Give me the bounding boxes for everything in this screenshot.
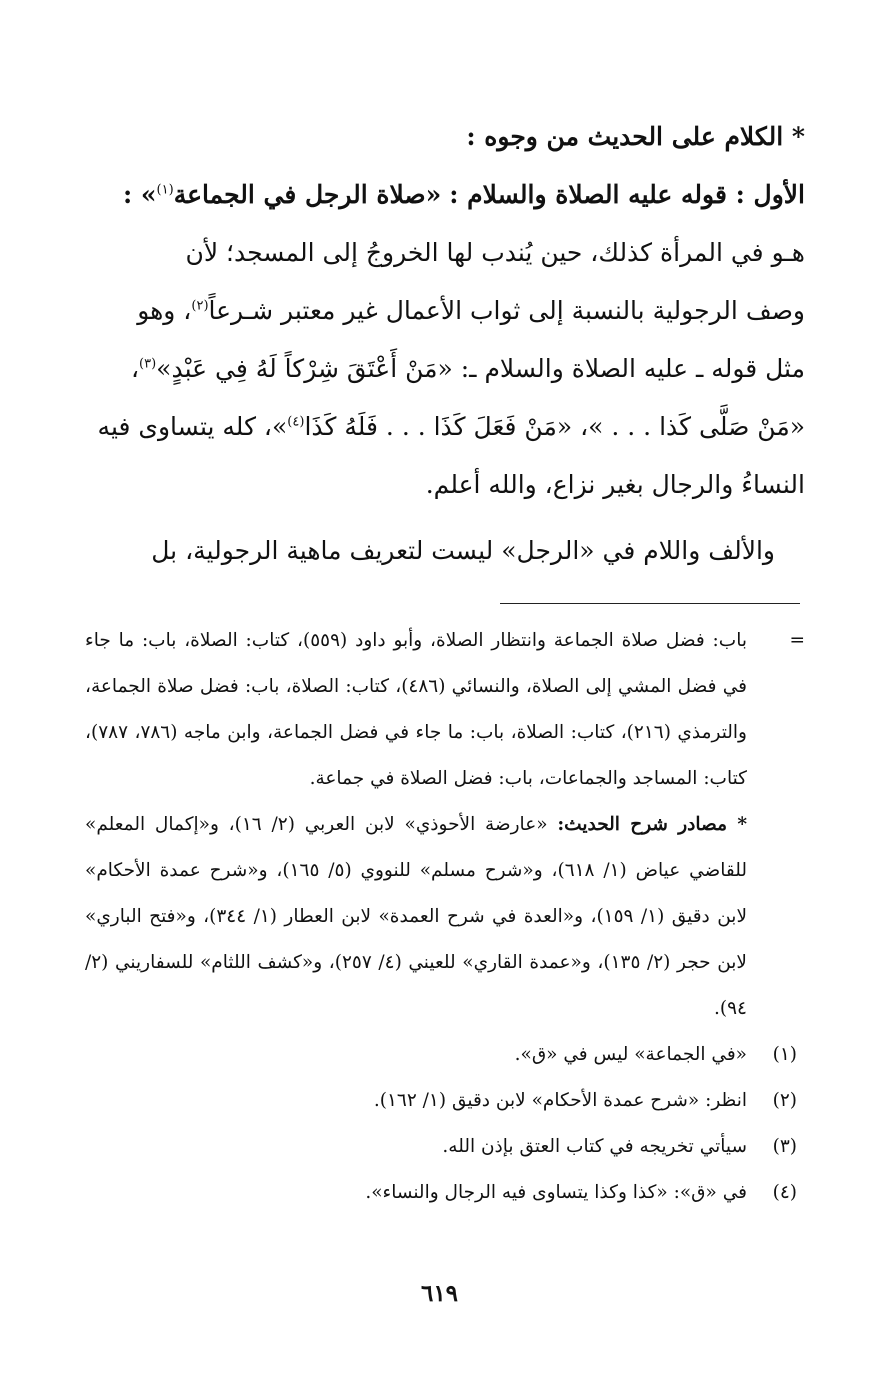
text-line-3-end: ، وهو (137, 296, 192, 325)
paragraph-first-aspect (85, 166, 805, 224)
footnote-text: «في الجماعة» ليس في «ق». (514, 1044, 747, 1065)
footnote-3 (85, 1124, 805, 1170)
footnote-number: (٤) (772, 1182, 797, 1203)
footnote-2 (85, 1078, 805, 1124)
text-line-4 (85, 340, 805, 398)
footnote-number: (٢) (772, 1090, 797, 1111)
footnote-divider (500, 603, 800, 604)
footnote-4 (85, 1170, 805, 1216)
footnote-1 (85, 1032, 805, 1078)
sources-label: * مصادر شرح الحديث: (557, 814, 748, 835)
text-line-5-end: »، كله يتساوى فيه (97, 412, 288, 441)
paragraph-second: والألف واللام في «الرجل» ليست لتعريف ماهية الرجولية، بل (151, 536, 775, 565)
footnote-ref-4[interactable]: (٤) (287, 414, 305, 430)
text-line-3-main: وصف الرجولية بالنسبة إلى ثواب الأعمال غير معتبر شـرعاً (208, 296, 805, 325)
footnote-text: في «ق»: «كذا وكذا يتساوى فيه الرجال والنساء». (365, 1182, 747, 1203)
footnote-ref-3[interactable]: (٣) (139, 356, 157, 372)
text-line-2: هـو في المرأة كذلك، حين يُندب لها الخروجُ إلى المسجد؛ لأن (185, 238, 805, 267)
continuation-text: باب: فضل صلاة الجماعة وانتظار الصلاة، وأبو داود (٥٥٩)، كتاب: الصلاة، باب: ما جاء في فضل المشي إلى الصلاة، والنسائي (٤٨٦)، كتاب: الصلاة، باب: فضل صلاة الجماعة، والترمذي (٢١٦)، كتاب: الصلاة، باب: ما جاء في فضل الجماعة، وابن ماجه (٧٨٦، ٧٨٧)، كتاب: المساجد والجماعات، باب: فضل الصلاة في جماعة. (85, 630, 748, 789)
sources-note (85, 802, 805, 1032)
main-text (85, 108, 805, 580)
text-line-4-main: مثل قوله ـ عليه الصلاة والسلام ـ: «مَنْ أَعْتَقَ شِرْكاً لَهُ فِي عَبْدٍ» (156, 354, 805, 383)
footnote-continuation (85, 618, 805, 802)
hadith-quote: «صلاة الرجل في الجماعة (173, 180, 442, 209)
text-line-4-end: ، (130, 354, 140, 383)
continuation-marker: = (789, 630, 805, 651)
footnotes-area (85, 618, 805, 1216)
first-aspect-label: الأول : قوله عليه الصلاة والسلام : (449, 180, 805, 209)
sources-text: «عارضة الأحوذي» لابن العربي (٢/ ١٦)، و«إكمال المعلم» للقاضي عياض (١/ ٦١٨)، و«شرح مسلم» للنووي (٥/ ١٦٥)، و«شرح عمدة الأحكام» لابن دقيق (١/ ١٥٩)، و«العدة في شرح العمدة» لابن العطار (١/ ٣٤٤)، و«فتح الباري» لابن حجر (٢/ ١٣٥)، و«عمدة القاري» للعيني (٤/ ٢٥٧)، و«كشف اللثام» للسفاريني (٢/ ٩٤). (85, 814, 747, 1019)
quote-close: » : (122, 180, 157, 209)
text-line-5 (85, 398, 805, 456)
footnote-ref-1[interactable]: (١) (156, 182, 174, 198)
footnote-number: (١) (772, 1044, 797, 1065)
footnote-number: (٣) (772, 1136, 797, 1157)
section-heading: * الكلام على الحديث من وجوه : (466, 122, 805, 151)
page-number: ٦١٩ (420, 1280, 459, 1307)
text-line-6: النساءُ والرجال بغير نزاع، والله أعلم. (425, 470, 805, 499)
text-line-5-main: «مَنْ صَلَّى كَذا . . . »، «مَنْ فَعَلَ كَذَا . . . فَلَهُ كَذَا (304, 412, 805, 441)
footnote-text: سيأتي تخريجه في كتاب العتق بإذن الله. (442, 1136, 747, 1157)
footnote-ref-2[interactable]: (٢) (191, 298, 209, 314)
footnote-text: انظر: «شرح عمدة الأحكام» لابن دقيق (١/ ١٦٢). (373, 1090, 747, 1111)
text-line-3 (85, 282, 805, 340)
